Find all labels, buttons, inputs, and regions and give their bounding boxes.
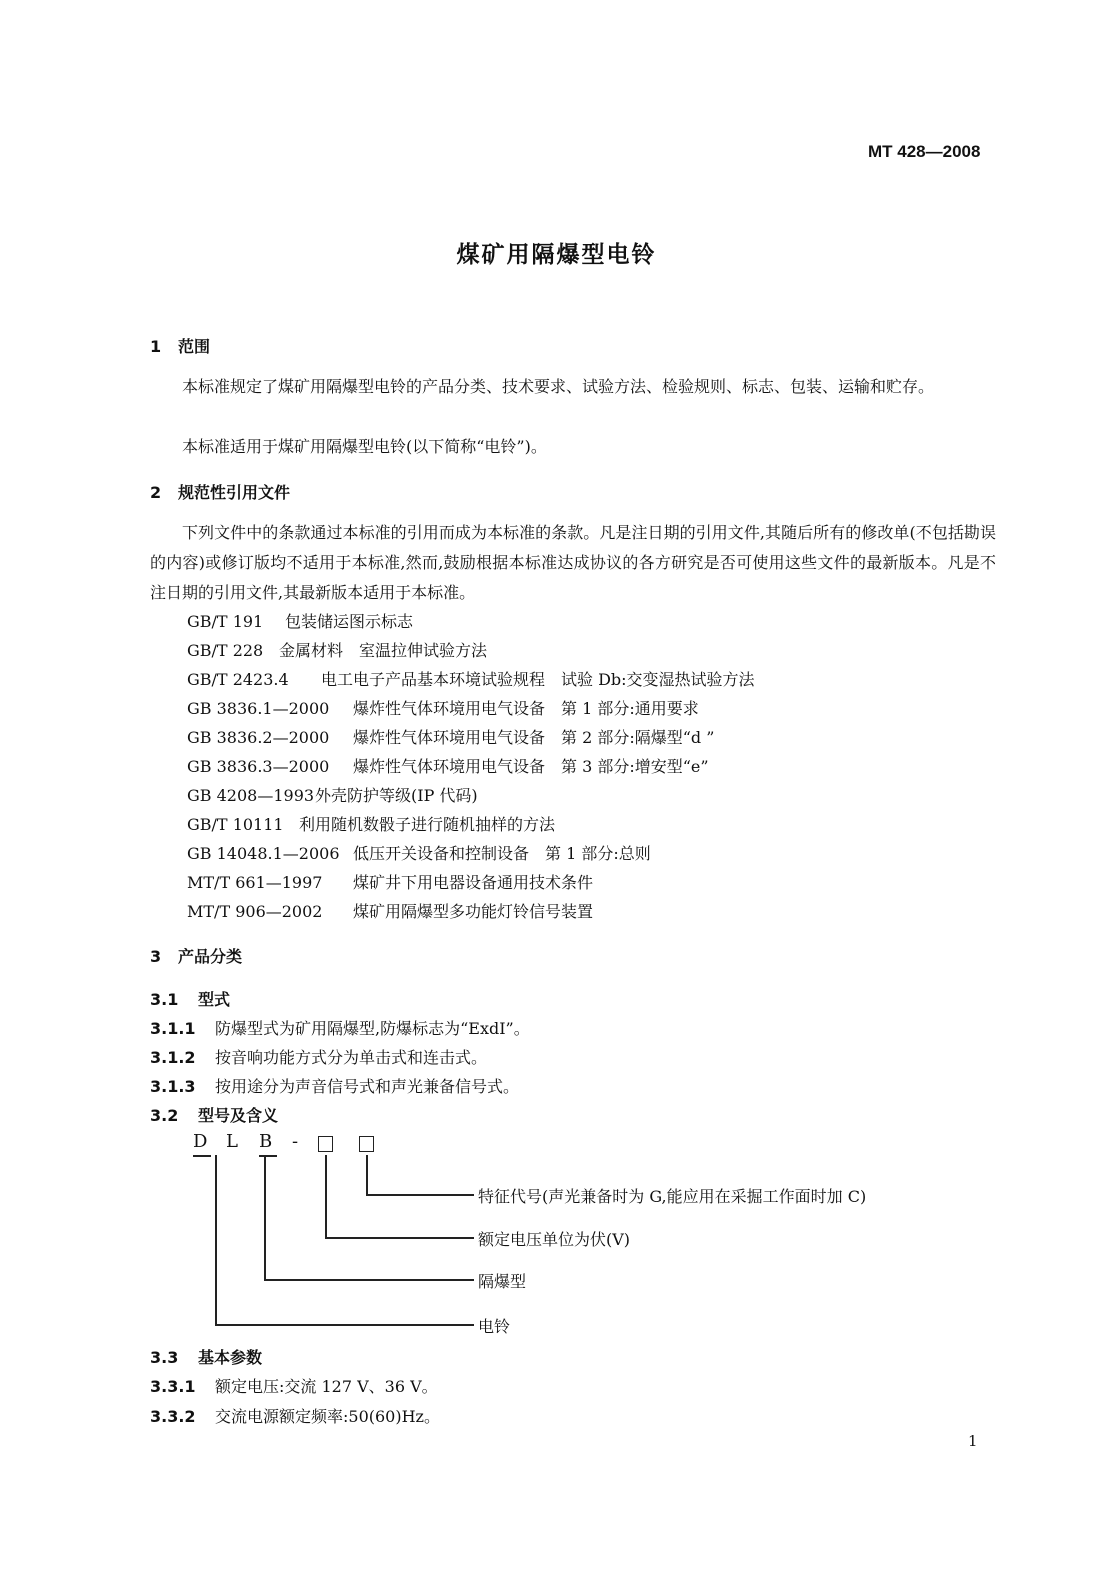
subsection-heading-3-2	[150, 1103, 278, 1126]
section-heading-2	[150, 480, 290, 503]
reference-code: GB 3836.1—2000	[187, 699, 330, 718]
clause-3-3-1	[150, 1374, 438, 1397]
reference-code: GB 3836.2—2000	[187, 728, 330, 747]
reference-code: GB/T 2423.4	[187, 670, 289, 689]
section-title: 规范性引用文件	[178, 483, 291, 502]
leader-flameproof-horizontal	[264, 1279, 474, 1281]
reference-item	[187, 696, 699, 719]
subsection-number: 3.1	[150, 990, 179, 1009]
subsection-heading-3-1	[150, 987, 230, 1010]
label-feature-code: 特征代号(声光兼备时为 G,能应用在采掘工作面时加 C)	[478, 1187, 867, 1206]
reference-title: 爆炸性气体环境用电气设备 第 1 部分:通用要求	[353, 699, 699, 718]
reference-item	[187, 899, 593, 922]
subsection-heading-3-3	[150, 1345, 262, 1368]
clause-text: 按音响功能方式分为单击式和连击式。	[215, 1048, 488, 1067]
subsection-number: 3.2	[150, 1106, 179, 1125]
reference-item	[187, 870, 593, 893]
reference-item	[187, 841, 651, 864]
paragraph-scope-applicability: 本标准适用于煤矿用隔爆型电铃(以下简称“电铃”)。	[182, 437, 547, 456]
reference-code: GB/T 191	[187, 612, 264, 631]
section-title: 范围	[178, 337, 211, 356]
reference-title: 外壳防护等级(IP 代码)	[315, 786, 478, 805]
model-code-box-feature	[359, 1136, 374, 1152]
reference-title: 金属材料 室温拉伸试验方法	[279, 641, 488, 660]
label-electric-bell: 电铃	[478, 1317, 511, 1336]
subsection-number: 3.3	[150, 1348, 179, 1367]
reference-item	[187, 667, 755, 690]
model-code-letter-d: D	[193, 1131, 208, 1152]
clause-3-1-1	[150, 1016, 530, 1039]
leader-flameproof-vertical	[264, 1155, 266, 1280]
reference-code: MT/T 906—2002	[187, 902, 323, 921]
section-heading-1	[150, 334, 210, 357]
clause-3-1-3	[150, 1074, 519, 1097]
section-title: 产品分类	[178, 947, 243, 966]
section-number: 3	[150, 947, 162, 966]
label-rated-voltage: 额定电压单位为伏(V)	[478, 1230, 631, 1249]
document-title: 煤矿用隔爆型电铃	[456, 242, 657, 268]
model-code-letter-b: B	[259, 1131, 273, 1152]
leader-voltage-horizontal	[325, 1237, 474, 1239]
reference-code: GB/T 10111	[187, 815, 284, 834]
leader-bell-vertical	[215, 1155, 217, 1325]
model-code-letter-l: L	[226, 1131, 238, 1152]
clause-text: 交流电源额定频率:50(60)Hz。	[215, 1407, 440, 1426]
leader-feature-vertical	[366, 1155, 368, 1195]
model-code-dash: -	[292, 1131, 299, 1152]
clause-3-3-2	[150, 1404, 440, 1427]
underline-b	[259, 1155, 277, 1157]
section-heading-3	[150, 944, 242, 967]
clause-number: 3.3.2	[150, 1407, 196, 1426]
clause-number: 3.3.1	[150, 1377, 196, 1396]
reference-code: GB 14048.1—2006	[187, 844, 340, 863]
standard-code: MT 428—2008	[868, 142, 981, 161]
clause-number: 3.1.3	[150, 1077, 196, 1096]
page-number: 1	[968, 1432, 978, 1450]
subsection-title: 型号及含义	[198, 1106, 279, 1125]
reference-item	[187, 725, 714, 748]
model-code-box-voltage	[318, 1136, 333, 1152]
section-number: 1	[150, 337, 162, 356]
clause-text: 额定电压:交流 127 V、36 V。	[215, 1377, 438, 1396]
reference-title: 爆炸性气体环境用电气设备 第 2 部分:隔爆型“d ”	[353, 728, 715, 747]
underline-d	[193, 1155, 211, 1157]
subsection-title: 基本参数	[198, 1348, 263, 1367]
reference-item	[187, 783, 478, 806]
reference-code: GB/T 228	[187, 641, 264, 660]
section-number: 2	[150, 483, 162, 502]
leader-feature-horizontal	[366, 1194, 474, 1196]
leader-voltage-vertical	[325, 1155, 327, 1238]
reference-item	[187, 754, 709, 777]
paragraph-scope: 本标准规定了煤矿用隔爆型电铃的产品分类、技术要求、试验方法、检验规则、标志、包装、运输和贮存。	[182, 377, 935, 396]
reference-code: GB 3836.3—2000	[187, 757, 330, 776]
reference-title: 低压开关设备和控制设备 第 1 部分:总则	[353, 844, 651, 863]
leader-bell-horizontal	[215, 1324, 474, 1326]
reference-title: 利用随机数骰子进行随机抽样的方法	[299, 815, 556, 834]
reference-title: 煤矿用隔爆型多功能灯铃信号装置	[353, 902, 594, 921]
reference-title: 电工电子产品基本环境试验规程 试验 Db:交变湿热试验方法	[321, 670, 755, 689]
reference-code: GB 4208—1993	[187, 786, 315, 805]
reference-title: 爆炸性气体环境用电气设备 第 3 部分:增安型“e”	[353, 757, 709, 776]
clause-text: 按用途分为声音信号式和声光兼备信号式。	[215, 1077, 520, 1096]
label-flameproof: 隔爆型	[478, 1272, 527, 1291]
reference-title: 煤矿井下用电器设备通用技术条件	[353, 873, 594, 892]
reference-item	[187, 812, 555, 835]
subsection-title: 型式	[198, 990, 231, 1009]
reference-code: MT/T 661—1997	[187, 873, 323, 892]
clause-text: 防爆型式为矿用隔爆型,防爆标志为“ExdI”。	[215, 1019, 530, 1038]
paragraph-normative-references: 下列文件中的条款通过本标准的引用而成为本标准的条款。凡是注日期的引用文件,其随后所有的修改单(不包括勘误的内容)或修订版均不适用于本标准,然而,鼓励根据本标准达成协议的各方研究是否可使用这些文件的最新版本。凡是不注日期的引用文件,其最新版本适用于本标准。	[150, 523, 996, 602]
clause-number: 3.1.1	[150, 1019, 196, 1038]
clause-number: 3.1.2	[150, 1048, 196, 1067]
reference-title: 包装储运图示标志	[285, 612, 414, 631]
reference-item	[187, 638, 487, 661]
clause-3-1-2	[150, 1045, 487, 1068]
reference-item	[187, 609, 413, 632]
